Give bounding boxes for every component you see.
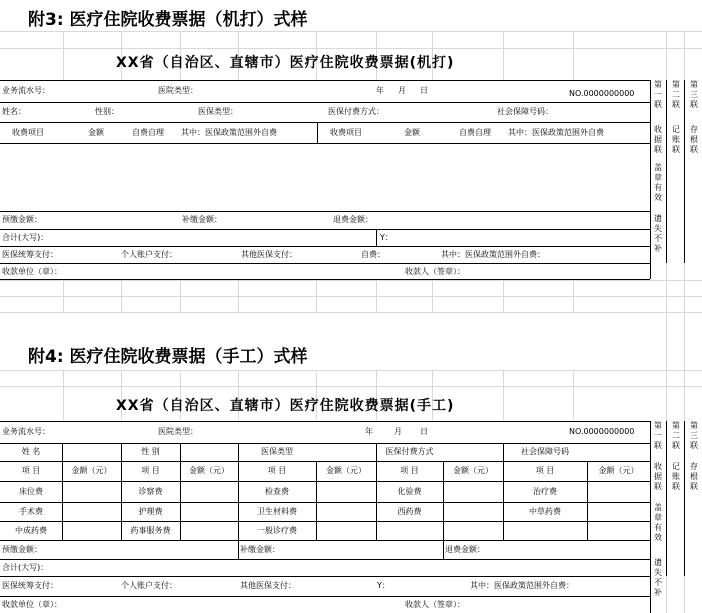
outside-policy-label: 其中：医保政策范围外自费：	[470, 581, 574, 590]
copy-3-label: 存根联	[690, 462, 698, 491]
name-label: 姓 名	[21, 447, 41, 456]
column-header-item: 项 目	[267, 466, 287, 475]
copy-1-header: 第一联	[654, 421, 662, 450]
fund-payment-label: 医保统筹支付：	[2, 581, 58, 590]
item-cell: 检查费	[265, 487, 289, 496]
item-cell: 卫生材料费	[257, 507, 297, 516]
copy-2-label: 记账联	[672, 462, 680, 491]
column-header-amount: 金额	[404, 128, 420, 137]
column-header-amount: 金额（元）	[189, 466, 229, 475]
other-insurance-label: 其他医保支付：	[241, 250, 297, 259]
copy-1-header: 第一联	[654, 80, 662, 109]
copy-2-header: 第二联	[672, 80, 680, 109]
refund-amount-label: 退费金额：	[333, 215, 373, 224]
supplementary-amount-label: 补缴金额：	[182, 215, 222, 224]
month-label: 月	[394, 427, 402, 436]
column-header-amount: 金额（元）	[326, 466, 366, 475]
social-security-label: 社会保障号码：	[497, 107, 553, 116]
payee-label: 收款人（签章）：	[405, 267, 465, 276]
item-cell: 西药费	[397, 507, 422, 516]
gender-label: 性 别	[141, 447, 160, 456]
month-label: 月	[398, 86, 406, 95]
insurance-type-label: 医保类型	[261, 447, 293, 456]
copy-1-note-lost: 遗失不补	[654, 558, 662, 597]
copy-3-header: 第三联	[690, 80, 698, 109]
hospital-type-label: 医院类型：	[158, 427, 198, 436]
hospital-type-label: 医院类型：	[158, 86, 198, 95]
copy-3-label: 存根联	[690, 125, 698, 154]
total-in-words-label: 合计(大写)：	[2, 563, 49, 572]
item-cell: 手术费	[19, 507, 43, 516]
column-header-item: 项 目	[141, 466, 160, 475]
day-label: 日	[420, 427, 428, 436]
payee-unit-label: 收款单位（章）：	[2, 267, 62, 276]
item-cell: 药事服务费	[130, 526, 171, 535]
total-yen-label: Y：	[380, 233, 393, 242]
copy-2-label: 记账联	[672, 125, 680, 154]
item-cell: 中草药费	[529, 507, 561, 516]
copy-1-label: 收据联	[654, 125, 662, 154]
receipt-number: NO.0000000000	[569, 427, 635, 436]
copy-1-label: 收据联	[654, 462, 662, 491]
prepaid-amount-label: 预缴金额：	[2, 545, 42, 554]
payment-method-label: 医保付费方式	[385, 447, 434, 456]
total-yen-label: Y：	[377, 581, 390, 590]
column-header-self-pay: 自费自理	[459, 128, 491, 137]
day-label: 日	[420, 86, 428, 95]
total-in-words-label: 合计(大写)：	[2, 233, 49, 242]
column-header-amount: 金额（元）	[598, 466, 639, 475]
column-header-item: 项 目	[535, 466, 555, 475]
column-header-item: 收费项目	[12, 128, 44, 137]
social-security-label: 社会保障号码	[521, 447, 569, 456]
column-header-item: 项 目	[400, 466, 419, 475]
copy-1-note-seal: 盖章有效	[654, 163, 662, 202]
year-label: 年	[365, 427, 373, 436]
copy-3-header: 第三联	[690, 421, 698, 450]
self-pay-label: 自费：	[361, 250, 385, 259]
item-cell: 中成药费	[15, 526, 47, 535]
receipt-title: XX省（自治区、直辖市）医疗住院收费票据(机打)	[116, 55, 455, 71]
column-header-amount: 金额	[88, 128, 104, 137]
copy-1-note-lost: 遗失不补	[654, 214, 662, 253]
section-heading: 附4: 医疗住院收费票据（手工）式样	[28, 347, 308, 367]
serial-number-label: 业务流水号：	[2, 86, 50, 95]
item-cell: 化验费	[397, 487, 422, 496]
serial-number-label: 业务流水号：	[2, 427, 50, 436]
column-header-item: 项 目	[21, 466, 41, 475]
insurance-type-label: 医保类型：	[198, 107, 238, 116]
item-cell: 床位费	[19, 487, 43, 496]
copy-1-note-seal: 盖章有效	[654, 503, 662, 542]
personal-account-label: 个人账户支付：	[121, 250, 177, 259]
supplementary-amount-label: 补缴金额：	[240, 545, 280, 554]
payee-label: 收款人（签章）：	[405, 600, 465, 609]
item-cell: 治疗费	[533, 487, 557, 496]
gender-label: 性别：	[95, 107, 119, 116]
column-header-outside-policy: 其中：医保政策范围外自费	[181, 128, 277, 137]
item-cell: 护理费	[138, 507, 163, 516]
item-cell: 诊察费	[138, 487, 163, 496]
outside-policy-label: 其中：医保政策范围外自费：	[441, 250, 545, 259]
receipt-number: NO.0000000000	[569, 89, 635, 98]
name-label: 姓名：	[2, 107, 26, 116]
payment-method-label: 医保付费方式：	[328, 107, 384, 116]
column-header-amount: 金额（元）	[453, 466, 493, 475]
column-header-item: 收费项目	[330, 128, 362, 137]
year-label: 年	[376, 86, 384, 95]
column-header-outside-policy: 其中：医保政策范围外自费	[508, 128, 604, 137]
receipt-title: XX省（自治区、直辖市）医疗住院收费票据(手工)	[116, 398, 455, 414]
other-insurance-label: 其他医保支付：	[240, 581, 296, 590]
section-heading: 附3: 医疗住院收费票据（机打）式样	[28, 10, 308, 30]
personal-account-label: 个人账户支付：	[121, 581, 177, 590]
copy-2-header: 第二联	[672, 421, 680, 450]
refund-amount-label: 退费金额：	[445, 545, 485, 554]
fund-payment-label: 医保统筹支付：	[2, 250, 58, 259]
payee-unit-label: 收款单位（章）：	[2, 600, 62, 609]
item-cell: 一般诊疗费	[257, 526, 297, 535]
prepaid-amount-label: 预缴金额：	[2, 215, 42, 224]
column-header-amount: 金额（元）	[71, 466, 112, 475]
column-header-self-pay: 自费自理	[132, 128, 164, 137]
